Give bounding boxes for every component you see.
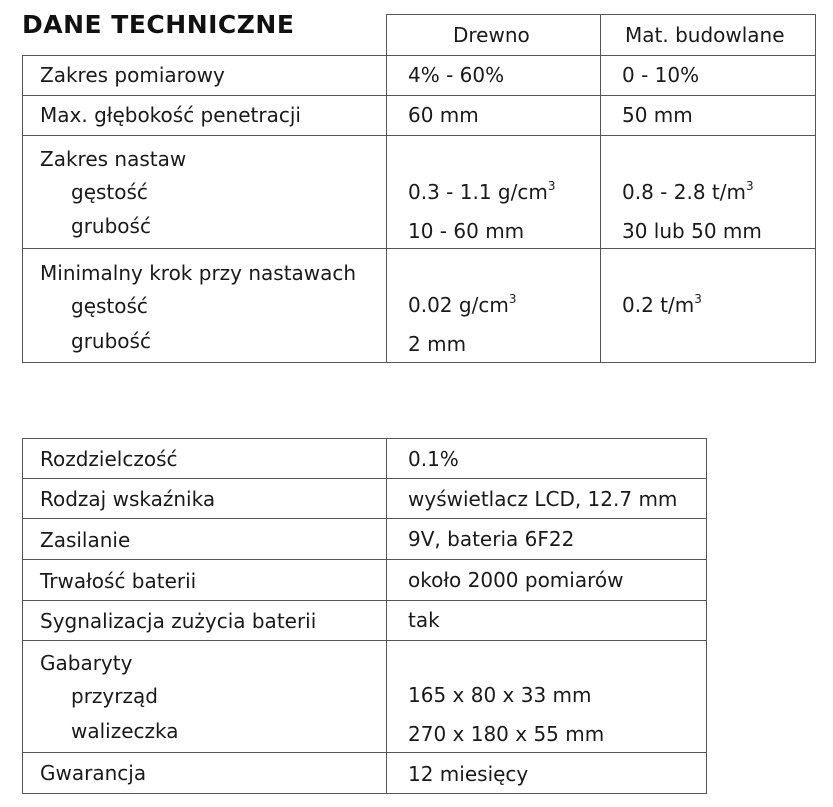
row-label: Minimalny krok przy nastawach xyxy=(40,261,357,285)
table-border xyxy=(22,559,707,560)
row-label: Gwarancja xyxy=(40,761,147,785)
table-border xyxy=(22,600,707,601)
table-border xyxy=(386,14,387,363)
row-value: 0.1% xyxy=(408,447,459,471)
sub-label-density: gęstość xyxy=(71,180,148,204)
table-border xyxy=(22,752,707,753)
row-value: 165 x 80 x 33 mm xyxy=(408,683,592,707)
row-value: 270 x 180 x 55 mm xyxy=(408,722,605,746)
table-border xyxy=(22,438,23,794)
column-header-wood: Drewno xyxy=(453,23,530,47)
building-value: 0.8 - 2.8 $t/m^3$ xyxy=(622,179,754,204)
table-border xyxy=(22,362,816,363)
row-label: Trwałość baterii xyxy=(40,569,197,593)
row-value: 9V, bateria 6F22 xyxy=(408,527,575,551)
building-value: 50 mm xyxy=(622,103,693,127)
table-border xyxy=(706,438,707,794)
row-value: 12 miesięcy xyxy=(408,762,529,786)
table-border xyxy=(600,14,601,363)
row-label: Zakres pomiarowy xyxy=(40,63,225,87)
building-value: 0.2 $t/m^3$ xyxy=(622,292,702,317)
table-border xyxy=(22,518,707,519)
row-label: Max. głębokość penetracji xyxy=(40,103,301,127)
table-border xyxy=(22,438,707,439)
table-border xyxy=(22,248,816,249)
row-label: Gabaryty xyxy=(40,651,133,675)
table-border xyxy=(22,640,707,641)
wood-value: 10 - 60 mm xyxy=(408,219,525,243)
wood-value: 0.3 - 1.1 $g/cm^3$ xyxy=(408,179,556,204)
table-border xyxy=(386,14,816,15)
wood-value: 2 mm xyxy=(408,332,467,356)
row-value: wyświetlacz LCD, 12.7 mm xyxy=(408,487,678,511)
sub-label-case: walizeczka xyxy=(71,719,179,743)
sub-label-thickness: grubość xyxy=(71,329,151,353)
table-border xyxy=(22,55,816,56)
row-value: około 2000 pomiarów xyxy=(408,568,624,592)
wood-value: 60 mm xyxy=(408,103,479,127)
wood-value: 4% - 60% xyxy=(408,63,505,87)
building-value: 30 lub 50 mm xyxy=(622,219,762,243)
page-title: DANE TECHNICZNE xyxy=(22,10,295,39)
table-border xyxy=(22,95,816,96)
sub-label-device: przyrząd xyxy=(71,684,158,708)
table-border xyxy=(22,55,23,363)
table-border xyxy=(386,438,387,794)
building-value: 0 - 10% xyxy=(622,63,700,87)
table-border xyxy=(22,135,816,136)
table-border xyxy=(815,14,816,363)
row-label: Rozdzielczość xyxy=(40,447,178,471)
row-label: Zakres nastaw xyxy=(40,147,187,171)
row-label: Rodzaj wskaźnika xyxy=(40,487,216,511)
table-border xyxy=(22,793,707,794)
column-header-building-materials: Mat. budowlane xyxy=(625,23,785,47)
sub-label-thickness: grubość xyxy=(71,214,151,238)
wood-value: 0.02 $g/cm^3$ xyxy=(408,292,517,317)
sub-label-density: gęstość xyxy=(71,294,148,318)
row-value: tak xyxy=(408,608,440,632)
row-label: Zasilanie xyxy=(40,528,131,552)
row-label: Sygnalizacja zużycia baterii xyxy=(40,609,317,633)
table-border xyxy=(22,478,707,479)
